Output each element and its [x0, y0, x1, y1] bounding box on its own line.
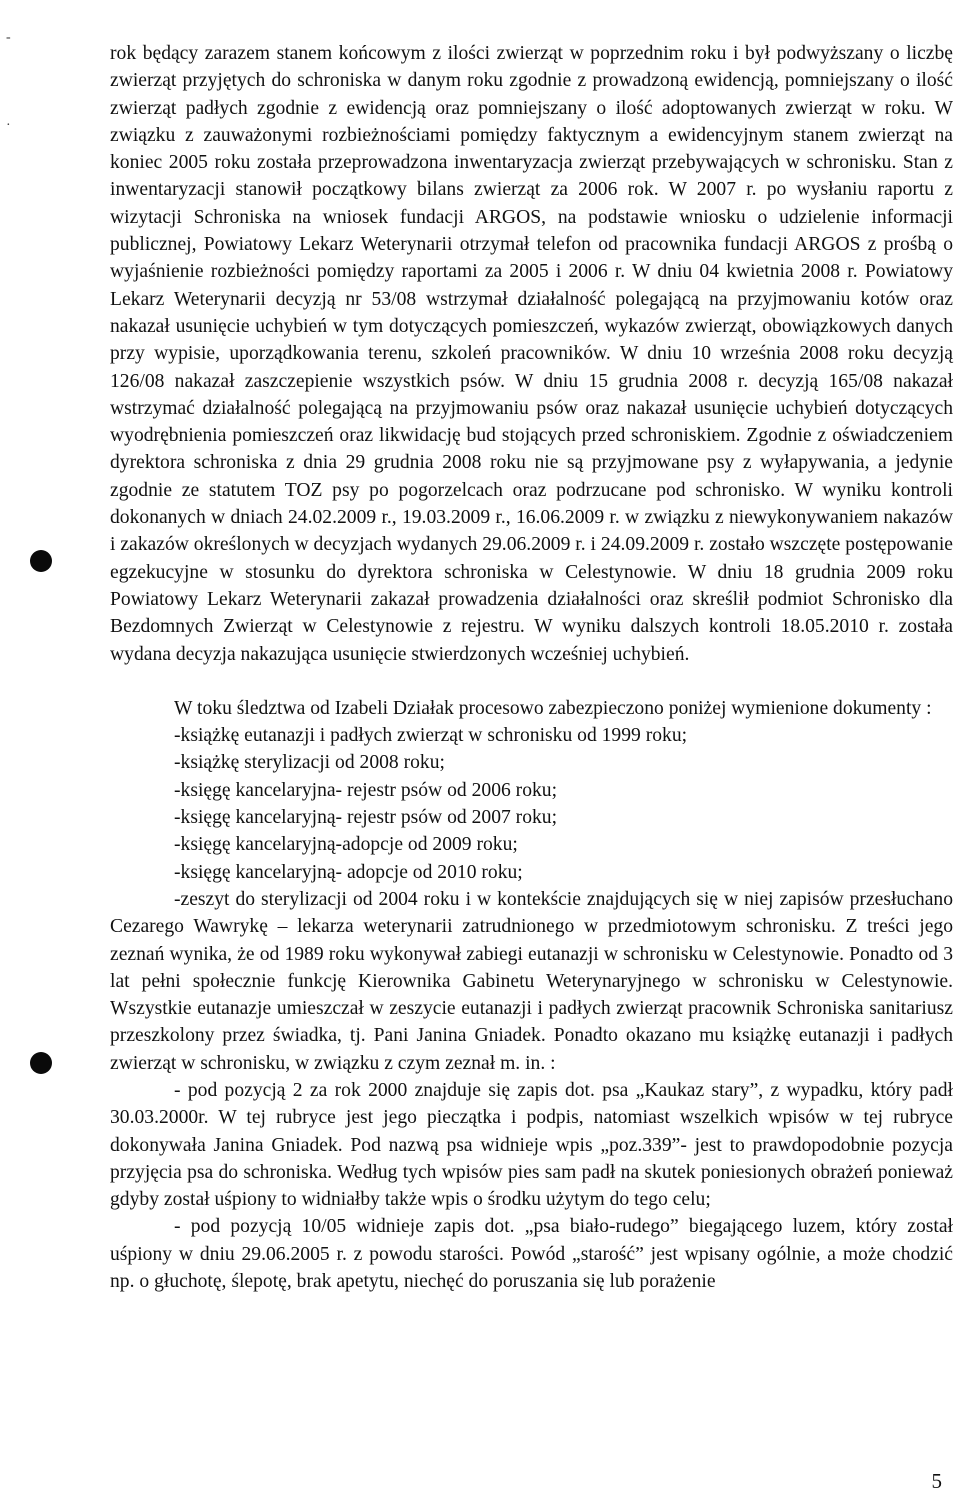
paragraph-entry-2000: - pod pozycją 2 za rok 2000 znajduje się zapis dot. psa „Kaukaz stary”, z wypadku, który padł 30.03.2000r. W tej rubryce jest jego pieczątka i podpis, natomiast wszelkich wpisów w tej rubryce dokonywała Janina Gniadek. Pod nazwą psa widnieje wpis „poz.339”- jest to prawdopodobnie pozycja przyjęcia psa do schroniska. Według tych wpisów pies sam padł na skutek poniesionych obrażeń ponieważ gdyby został uśpiony to widniałby także wpis o środku użytym do tego celu; [110, 1079, 953, 1211]
margin-dot-mark: · [6, 118, 11, 133]
paragraph-documents-intro: W toku śledztwa od Izabeli Działak procesowo zabezpieczono poniżej wymienione dokumenty : [174, 697, 932, 719]
list-item: -księgę kancelaryjną- adopcje od 2010 roku; [174, 861, 523, 883]
paragraph-gap [110, 668, 953, 695]
documents-list [110, 722, 953, 886]
paragraph-entry-10-05: - pod pozycją 10/05 widnieje zapis dot. „psa biało-rudego” biegającego luzem, który został uśpiony w dniu 29.06.2005 r. z powodu starości. Powód „starość” jest wpisany ogólnie, a może chodzić np. o głuchotę, ślepotę, brak apetytu, niechęć do poruszania się lub porażenie [110, 1216, 953, 1293]
list-item: -księgę kancelaryjną-adopcje od 2009 roku; [174, 834, 518, 856]
list-item: -książkę eutanazji i padłych zwierząt w schronisku od 1999 roku; [174, 725, 688, 747]
punch-hole-icon [30, 550, 52, 572]
list-item: -książkę sterylizacji od 2008 roku; [174, 752, 445, 774]
document-body [110, 40, 953, 1295]
list-item: -księgę kancelaryjna- rejestr psów od 2006 roku; [174, 779, 558, 801]
list-item: -księgę kancelaryjną- rejestr psów od 2007 roku; [174, 807, 558, 829]
paragraph-shelter-history: rok będący zarazem stanem końcowym z ilości zwierząt w poprzednim roku i był podwyższany o liczbę zwierząt przyjętych do schroniska w danym roku zgodnie z prowadzoną ewidencją, pomniejszany o ilość zwierząt padłych zgodnie z ewidencją oraz pomniejszany o ilość adoptowanych zwierząt w roku. W związku z zauważonymi rozbieżnościami pomiędzy faktycznym a ewidencyjnym stanem zwierząt na koniec 2005 roku została przeprowadzona inwentaryzacja zwierząt przebywających w schronisku. Stan z inwentaryzacji stanowił początkowy bilans zwierząt za 2006 rok. W 2007 r. po wysłaniu raportu z wizytacji Schroniska na wniosek fundacji ARGOS, na podstawie wniosku o udzielenie informacji publicznej, Powiatowy Lekarz Weterynarii otrzymał telefon od pracownika fundacji ARGOS z prośbą o wyjaśnienie rozbieżności pomiędzy raportami za 2005 i 2006 r. W dniu 04 kwietnia 2008 r. Powiatowy Lekarz Weterynarii decyzją nr 53/08 wstrzymał działalność polegającą na przyjmowaniu kotów oraz nakazał usunięcie uchybień w tym dotyczących pomieszczeń, wykazów zwierząt, obowiązkowych danych przy wypisie, uporządkowania terenu, szkoleń pracowników. W dniu 10 września 2008 roku decyzją 126/08 nakazał zaszczepienie wszystkich psów. W dniu 15 grudnia 2008 r. decyzją 165/08 nakazał wstrzymać działalność polegającą na przyjmowaniu psów oraz nakazał usunięcie uchybień dotyczących wyodrębnienia pomieszczeń oraz likwidację bud stojących przed schroniskiem. Zgodnie z oświadczeniem dyrektora schroniska z dnia 29 grudnia 2008 roku nie są przyjmowane psy z wyłapywania, a jedynie zgodnie ze statutem TOZ psy po pogorzelcach oraz podrzucane pod schronisko. W wyniku kontroli dokonanych w dniach 24.02.2009 r., 19.03.2009 r., 16.06.2009 r. w związku z niewykonywaniem nakazów i zakazów określonych w decyzjach wydanych 29.06.2009 r. i 24.09.2009 r. zostało wszczęte postępowanie egzekucyjne w stosunku do dyrektora schroniska w Celestynowie. W dniu 18 grudnia 2009 roku Powiatowy Lekarz Weterynarii zakazał prowadzenia działalności oraz skreślił podmiot Schronisko dla Bezdomnych Zwierząt w Celestynowie z rejestru. W wyniku dalszych kontroli 18.05.2010 r. została wydana decyzja nakazująca usunięcie stwierdzonych wcześniej uchybień. [110, 43, 953, 665]
punch-hole-icon [30, 1052, 52, 1074]
page-number: 5 [931, 1469, 942, 1493]
paragraph-testimony: -zeszyt do sterylizacji od 2004 roku i w kontekście znajdujących się w niej zapisów przesłuchano Cezarego Wawrykę – lekarza weterynarii zatrudnionego w przedmiotowym schronisku. Z treści jego zeznań wynika, że od 1989 roku wykonywał zabiegi eutanazji w schronisku w Celestynowie. Ponadto od 3 lat pełni społecznie funkcję Kierownika Gabinetu Weterynaryjnego w schronisku w Celestynowie. Wszystkie eutanazje umieszczał w zeszycie eutanazji i padłych zwierząt pracownik Schroniska sanitariusz przeszkolony przez świadka, tj. Pani Janina Gniadek. Ponadto okazano mu książkę eutanazji i padłych zwierząt w schronisku, w związku z czym zeznał m. in. : [110, 888, 953, 1074]
margin-dot-mark: - [6, 30, 11, 45]
